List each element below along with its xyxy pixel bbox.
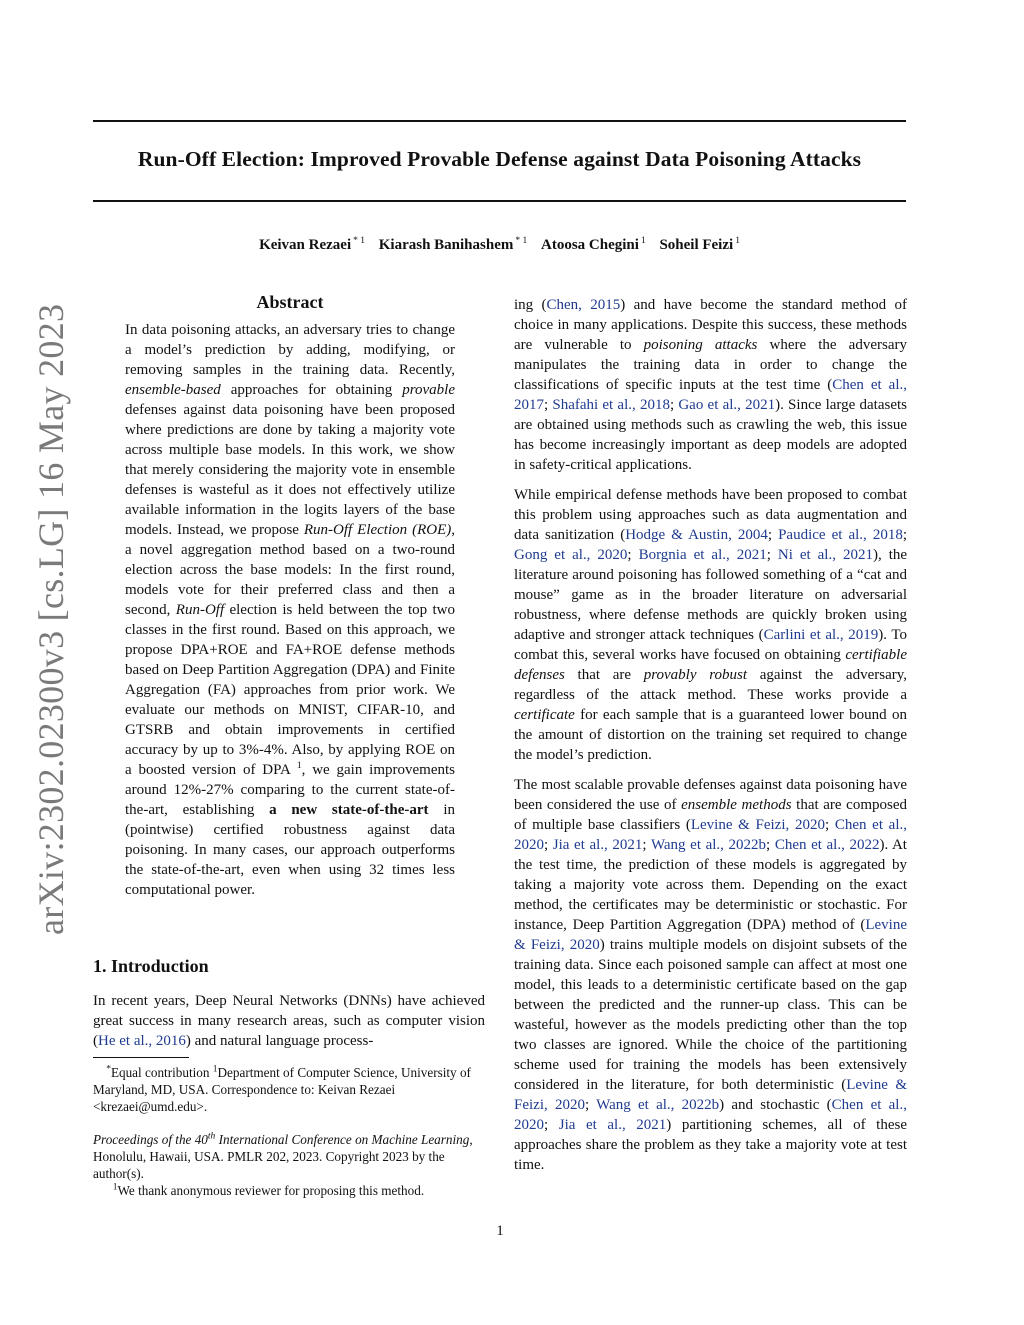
page-number: 1 (496, 1223, 504, 1239)
footnote-separator (93, 1057, 189, 1058)
arxiv-identifier-stamp: arXiv:2302.02300v3 [cs.LG] 16 May 2023 (31, 303, 71, 935)
citation-link[interactable]: Chen et al., 2022 (774, 837, 880, 853)
title-rule-top (93, 120, 906, 122)
citation-link[interactable]: Jia et al., 2021 (558, 1117, 667, 1133)
body-paragraph: While empirical defense methods have been proposed to combat this problem using approaches such as data augmentation and data sanitization (Hodge & Austin, 2004; Paudice et al., 2018; Gong et al., 2020; Borgnia et al., 2021; Ni et al., 2021), the literature around poisoning has followed something of a “cat and mouse” game as in the broader literature on adversarial robustness, where defense methods are quickly broken using adaptive and stronger attack techniques (Carlini et al., 2019). To combat this, several works have focused on obtaining certifiable defenses that are provably robust against the adversary, regardless of the attack method. These works provide a certificate for each sample that is a guaranteed lower bound on the amount of distortion on the training set required to change the model’s prediction. (514, 487, 908, 763)
citation-link[interactable]: Gao et al., 2021 (678, 397, 776, 413)
author-affiliation-mark: 1 (735, 236, 740, 246)
citation-link[interactable]: Chen et al., 2020 (514, 817, 907, 853)
author-affiliation-mark: 1 (640, 236, 646, 246)
citation-link[interactable]: Chen et al., 2017 (514, 377, 907, 413)
author-name: Kiarash Banihashem (378, 237, 514, 253)
author (259, 237, 365, 253)
intro-paragraph: In recent years, Deep Neural Networks (DNNs) have achieved great success in many research areas, such as computer vision (He et al., 2016) and natural language process- (93, 993, 485, 1049)
citation-link[interactable]: Gong et al., 2020 (514, 547, 628, 563)
footnote-proceedings: Proceedings of the 40th International Conference on Machine Learning, Honolulu, Hawaii, USA. PMLR 202, 2023. Copyright 2023 by the author(s). (93, 1131, 473, 1181)
citation-link[interactable]: Shafahi et al., 2018 (552, 397, 670, 413)
abstract-text: In data poisoning attacks, an adversary tries to change a model’s prediction by adding, modifying, or removing samples in the training data. Recently, ensemble-based approaches for obtaining provable defenses against data poisoning have been proposed where predictions are done by taking a majority vote across multiple base models. In this work, we show that merely considering the majority vote in ensemble defenses is wasteful as it does not effectively utilize available information in the logits layers of the base models. Instead, we propose Run-Off Election (ROE), a novel aggregation method based on a two-round election across the base models: In the first round, models vote for their preferred class and then a second, Run-Off election is held between the top two classes in the first round. Based on this approach, we propose DPA+ROE and FA+ROE defense methods based on Deep Partition Aggregation (DPA) and Finite Aggregation (FA) approaches from prior work. We evaluate our methods on MNIST, CIFAR-10, and GTSRB and obtain improvements in certified accuracy by up to 3%-4%. Also, by applying ROE on a boosted version of DPA $^1$, we gain improvements around 12%-27% comparing to the current state-of-the-art, establishing a new state-of-the-art in (pointwise) certified robustness against data poisoning. In many cases, our approach outperforms the state-of-the-art, even when using 32 times less computational power. (125, 322, 455, 898)
footnote-marker: 1 (296, 761, 302, 771)
body-paragraph: ing (Chen, 2015) and have become the standard method of choice in many applications. Despite this success, these methods are vulnerable to poisoning attacks where the adversary manipulates the training data in order to change the classifications of specific inputs at the test time (Chen et al., 2017; Shafahi et al., 2018; Gao et al., 2021). Since large datasets are obtained using methods such as crawling the web, this issue has become increasingly important as deep models are adopted in safety-critical applications. (514, 297, 907, 473)
author (659, 237, 740, 253)
citation-link[interactable]: Levine & Feizi, 2020 (514, 1077, 907, 1113)
citation-link[interactable]: Ni et al., 2021 (777, 547, 873, 563)
citation-link[interactable]: Wang et al., 2022b (596, 1097, 720, 1113)
citation-link[interactable]: Wang et al., 2022b (650, 837, 767, 853)
title-rule-bottom (93, 200, 906, 202)
citation-link[interactable]: He et al., 2016 (98, 1033, 186, 1049)
citation-link[interactable]: Chen, 2015 (546, 297, 621, 313)
citation-link[interactable]: Paudice et al., 2018 (778, 527, 903, 543)
author-name: Soheil Feizi (659, 237, 734, 253)
citation-link[interactable]: Levine & Feizi, 2020 (690, 817, 825, 833)
citation-link[interactable]: Borgnia et al., 2021 (638, 547, 767, 563)
section-heading-introduction: 1. Introduction (93, 956, 209, 976)
citation-link[interactable]: Jia et al., 2021 (552, 837, 643, 853)
body-paragraph: The most scalable provable defenses against data poisoning have been considered the use of ensemble methods that are composed of multiple base classifiers (Levine & Feizi, 2020; Chen et al., 2020; Jia et al., 2021; Wang et al., 2022b; Chen et al., 2022). At the test time, the prediction of these models is aggregated by taking a majority vote across them. Depending on the exact method, the certificates may be deterministic or stochastic. For instance, Deep Partition Aggregation (DPA) method of (Levine & Feizi, 2020) trains multiple models on disjoint subsets of the training data. Since each poisoned sample can affect at most one model, this leads to a deterministic certificate based on the gap between the predicted and the runner-up class. This can be wasteful, however as the models predicting other than the top two classes are ignored. While the choice of the partitioning scheme used for training the models has been extensively considered in the literature, for both deterministic (Levine & Feizi, 2020; Wang et al., 2022b) and stochastic (Chen et al., 2020; Jia et al., 2021) partitioning schemes, all of these approaches share the problem as they take a majority vote at test time. (514, 777, 908, 1173)
author-name: Atoosa Chegini (541, 237, 639, 253)
abstract-heading: Abstract (256, 292, 324, 312)
citation-link[interactable]: Carlini et al., 2019 (763, 627, 879, 643)
citation-link[interactable]: Chen et al., 2020 (514, 1097, 907, 1133)
citation-link[interactable]: Hodge & Austin, 2004 (625, 527, 768, 543)
footnote-acknowledgment: $^1$We thank anonymous reviewer for proposing this method. (112, 1182, 425, 1198)
author-name: Keivan Rezaei (259, 237, 352, 253)
footnote-affiliation: *Equal contribution $^1$Department of Computer Science, University of Maryland, MD, USA. Correspondence to: Keivan Rezaei <krezaei@umd.edu>. (93, 1064, 471, 1114)
paper-title: Run-Off Election: Improved Provable Defense against Data Poisoning Attacks (137, 147, 862, 171)
author-list (93, 236, 906, 254)
author-affiliation-mark: * 1 (353, 236, 365, 246)
author (379, 237, 528, 253)
citation-link[interactable]: Levine & Feizi, 2020 (514, 917, 907, 953)
author (541, 237, 646, 253)
author-affiliation-mark: * 1 (515, 236, 528, 246)
